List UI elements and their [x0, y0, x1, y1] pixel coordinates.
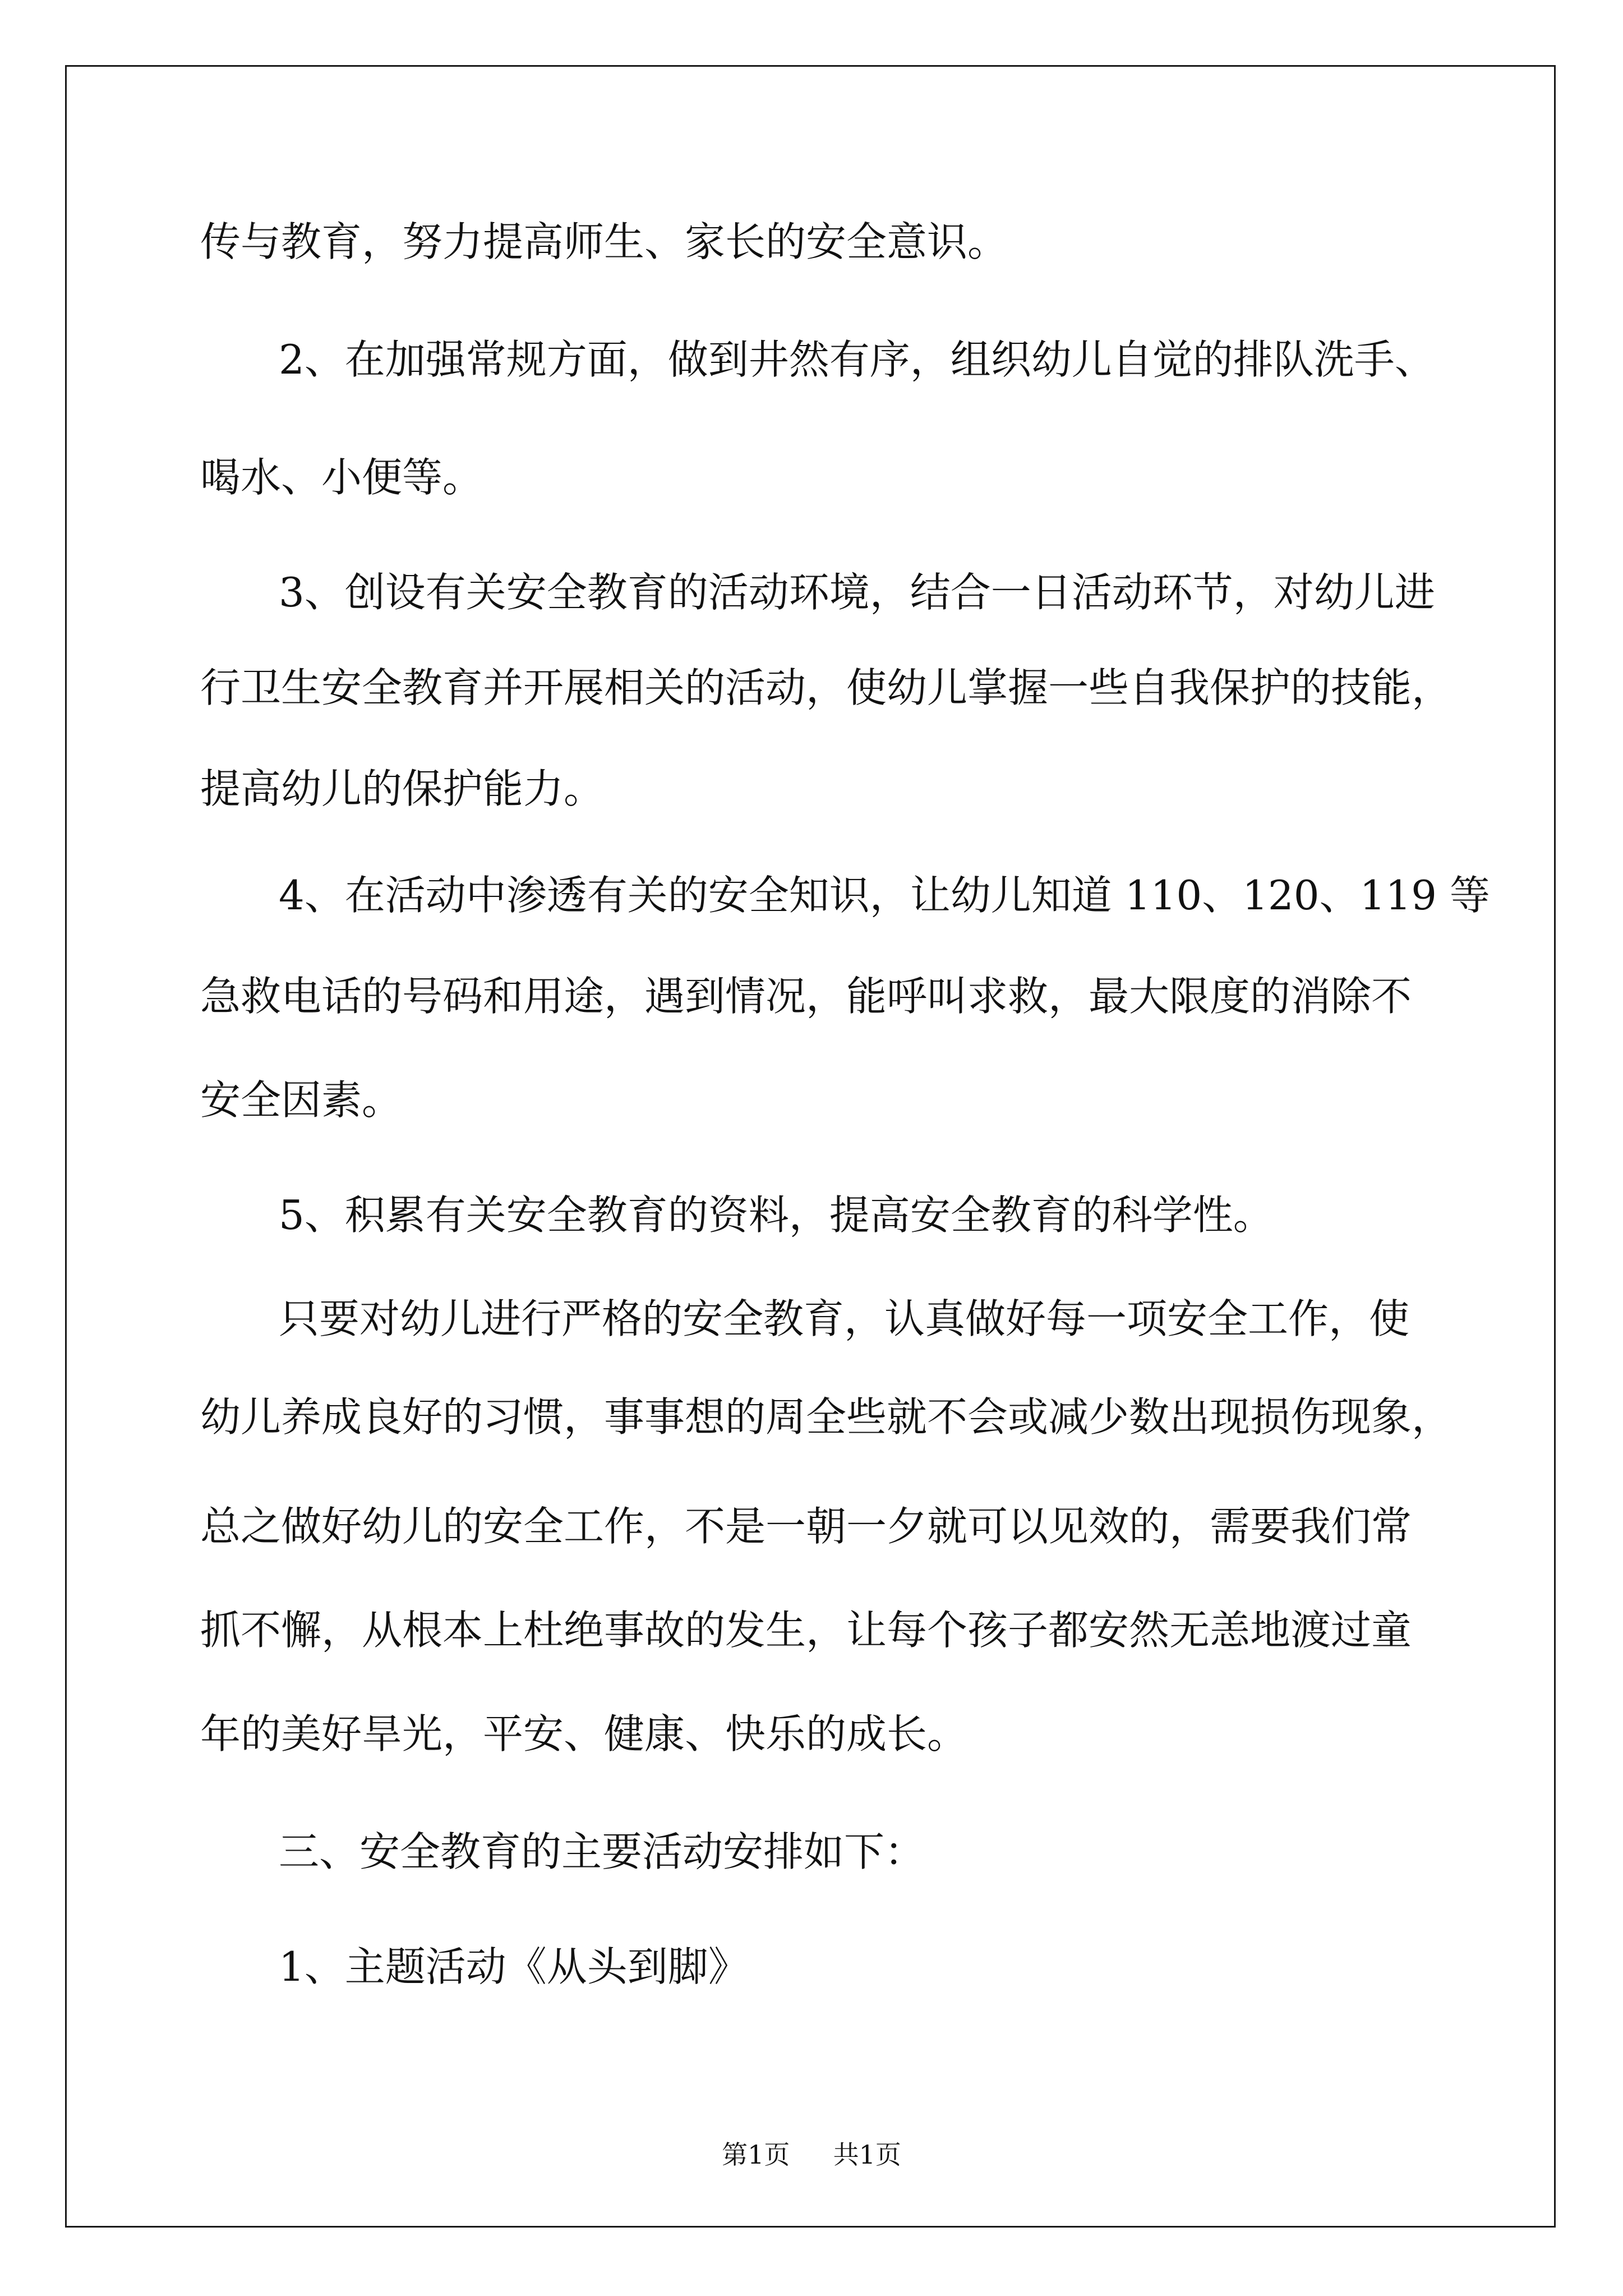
text-line: 1、主题活动《从头到脚》 [279, 1943, 749, 1990]
text-line: 急救电话的号码和用途，遇到情况，能呼叫求救，最大限度的消除不 [200, 973, 1412, 1020]
text-line: 只要对幼儿进行严格的安全教育，认真做好每一项安全工作，使 [279, 1295, 1410, 1342]
text-line: 安全因素。 [200, 1076, 403, 1124]
page-number: 第1页 [722, 2139, 790, 2170]
text-line: 5、积累有关安全教育的资料，提高安全教育的科学性。 [279, 1191, 1274, 1239]
text-line: 4、在活动中渗透有关的安全知识，让幼儿知道 110、120、119 等 [279, 872, 1490, 919]
text-line: 总之做好幼儿的安全工作，不是一朝一夕就可以见效的，需要我们常 [200, 1503, 1412, 1550]
text-line: 幼儿养成良好的习惯，事事想的周全些就不会或减少数出现损伤现象， [200, 1393, 1453, 1441]
text-line: 三、安全教育的主要活动安排如下： [279, 1828, 925, 1875]
text-line: 3、创设有关安全教育的活动环境，结合一日活动环节，对幼儿进 [279, 569, 1435, 616]
page-footer [0, 2134, 1623, 2171]
page-border [65, 65, 1556, 2228]
text-line: 喝水、小便等。 [200, 454, 483, 501]
text-line: 提高幼儿的保护能力。 [200, 765, 605, 812]
text-line: 传与教育，努力提高师生、家长的安全意识。 [200, 218, 1008, 265]
text-line: 2、在加强常规方面，做到井然有序，组织幼儿自觉的排队洗手、 [279, 336, 1435, 383]
text-line: 年的美好旱光，平安、健康、快乐的成长。 [200, 1710, 968, 1757]
page-total: 共1页 [833, 2139, 901, 2170]
text-line: 抓不懈，从根本上杜绝事故的发生，让每个孩子都安然无恙地渡过童 [200, 1607, 1412, 1654]
text-line: 行卫生安全教育并开展相关的活动，使幼儿掌握一些自我保护的技能， [200, 664, 1453, 711]
